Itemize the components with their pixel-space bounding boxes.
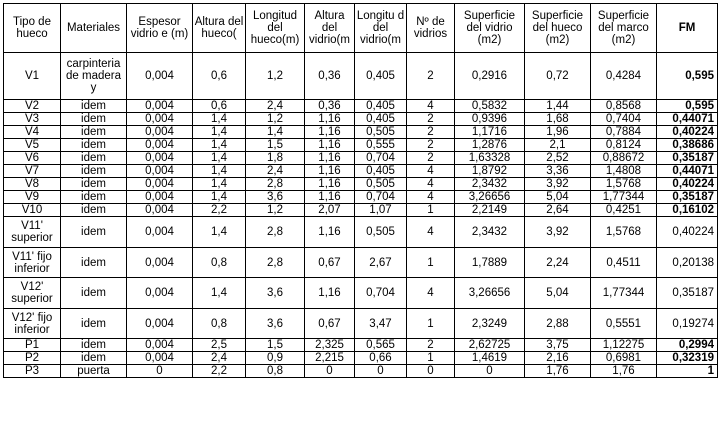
cell-sup-marco: 1,5768 bbox=[591, 178, 657, 191]
cell-longitud-vidrio: 0,505 bbox=[355, 178, 407, 191]
cell-tipo: V12' superior bbox=[4, 278, 61, 309]
cell-tipo: V4 bbox=[4, 126, 61, 139]
table-row bbox=[4, 178, 718, 191]
cell-sup-marco: 0,4284 bbox=[591, 53, 657, 100]
cell-longitud-hueco: 1,5 bbox=[246, 139, 305, 152]
cell-longitud-vidrio: 0,505 bbox=[355, 217, 407, 248]
cell-sup-marco: 1,5768 bbox=[591, 217, 657, 248]
cell-longitud-vidrio: 0,555 bbox=[355, 139, 407, 152]
cell-espesor: 0,004 bbox=[127, 152, 193, 165]
cell-sup-marco: 1,76 bbox=[591, 365, 657, 378]
cell-n-vidrios: 1 bbox=[407, 352, 455, 365]
cell-fm: 0,35187 bbox=[657, 152, 718, 165]
cell-espesor: 0,004 bbox=[127, 126, 193, 139]
cell-longitud-vidrio: 0,704 bbox=[355, 152, 407, 165]
cell-material: idem bbox=[61, 248, 127, 278]
cell-sup-vidrio: 2,62725 bbox=[455, 339, 525, 352]
header-cell: Superficie del hueco (m2) bbox=[525, 4, 591, 53]
cell-longitud-hueco: 1,2 bbox=[246, 113, 305, 126]
cell-sup-vidrio: 1,1716 bbox=[455, 126, 525, 139]
cell-sup-hueco: 1,76 bbox=[525, 365, 591, 378]
cell-material: idem bbox=[61, 139, 127, 152]
cell-fm: 1 bbox=[657, 365, 718, 378]
cell-tipo: V12' fijo inferior bbox=[4, 309, 61, 339]
header-cell-fm: FM bbox=[657, 4, 718, 53]
cell-longitud-vidrio: 0,704 bbox=[355, 278, 407, 309]
cell-material: idem bbox=[61, 152, 127, 165]
header-cell: Superficie del vidrio (m2) bbox=[455, 4, 525, 53]
cell-longitud-vidrio: 0,704 bbox=[355, 191, 407, 204]
table-row bbox=[4, 152, 718, 165]
cell-altura-vidrio: 2,215 bbox=[305, 352, 355, 365]
header-row bbox=[4, 4, 718, 53]
cell-sup-vidrio: 2,3432 bbox=[455, 217, 525, 248]
cell-fm: 0,38686 bbox=[657, 139, 718, 152]
cell-espesor: 0,004 bbox=[127, 204, 193, 217]
cell-longitud-vidrio: 0,405 bbox=[355, 53, 407, 100]
cell-n-vidrios: 1 bbox=[407, 309, 455, 339]
window-frame-table bbox=[3, 3, 718, 378]
cell-sup-marco: 1,77344 bbox=[591, 191, 657, 204]
cell-n-vidrios: 4 bbox=[407, 278, 455, 309]
cell-altura-vidrio: 2,07 bbox=[305, 204, 355, 217]
cell-altura-hueco: 0,6 bbox=[193, 100, 246, 113]
cell-fm: 0,20138 bbox=[657, 248, 718, 278]
cell-n-vidrios: 4 bbox=[407, 217, 455, 248]
cell-material: idem bbox=[61, 352, 127, 365]
cell-longitud-hueco: 0,8 bbox=[246, 365, 305, 378]
cell-sup-vidrio: 2,3432 bbox=[455, 178, 525, 191]
table-row bbox=[4, 139, 718, 152]
cell-material: idem bbox=[61, 100, 127, 113]
header-cell: Materiales bbox=[61, 4, 127, 53]
cell-sup-vidrio: 1,7889 bbox=[455, 248, 525, 278]
cell-material: idem bbox=[61, 309, 127, 339]
cell-altura-vidrio: 1,16 bbox=[305, 113, 355, 126]
cell-n-vidrios: 1 bbox=[407, 204, 455, 217]
cell-fm: 0,32319 bbox=[657, 352, 718, 365]
cell-sup-vidrio: 0,9396 bbox=[455, 113, 525, 126]
cell-sup-hueco: 1,44 bbox=[525, 100, 591, 113]
cell-longitud-hueco: 2,8 bbox=[246, 248, 305, 278]
cell-longitud-hueco: 3,6 bbox=[246, 309, 305, 339]
header-cell: Altura del hueco( bbox=[193, 4, 246, 53]
table-row bbox=[4, 278, 718, 309]
cell-tipo: V11' fijo inferior bbox=[4, 248, 61, 278]
table-row bbox=[4, 204, 718, 217]
cell-longitud-hueco: 1,2 bbox=[246, 53, 305, 100]
cell-n-vidrios: 2 bbox=[407, 126, 455, 139]
cell-n-vidrios: 4 bbox=[407, 191, 455, 204]
table-row bbox=[4, 248, 718, 278]
cell-n-vidrios: 2 bbox=[407, 139, 455, 152]
cell-tipo: P1 bbox=[4, 339, 61, 352]
table-row bbox=[4, 191, 718, 204]
cell-longitud-vidrio: 1,07 bbox=[355, 204, 407, 217]
cell-material: idem bbox=[61, 204, 127, 217]
cell-longitud-vidrio: 0,505 bbox=[355, 126, 407, 139]
cell-sup-hueco: 1,96 bbox=[525, 126, 591, 139]
cell-altura-vidrio: 1,16 bbox=[305, 217, 355, 248]
cell-fm: 0,40224 bbox=[657, 217, 718, 248]
cell-altura-vidrio: 0,36 bbox=[305, 53, 355, 100]
cell-sup-hueco: 0,72 bbox=[525, 53, 591, 100]
cell-altura-hueco: 0,8 bbox=[193, 309, 246, 339]
cell-sup-marco: 0,7884 bbox=[591, 126, 657, 139]
cell-espesor: 0,004 bbox=[127, 217, 193, 248]
cell-material: idem bbox=[61, 126, 127, 139]
cell-material: idem bbox=[61, 178, 127, 191]
cell-sup-hueco: 2,24 bbox=[525, 248, 591, 278]
cell-altura-hueco: 1,4 bbox=[193, 139, 246, 152]
cell-longitud-vidrio: 0,565 bbox=[355, 339, 407, 352]
cell-sup-marco: 1,12275 bbox=[591, 339, 657, 352]
cell-longitud-hueco: 2,8 bbox=[246, 217, 305, 248]
cell-fm: 0,19274 bbox=[657, 309, 718, 339]
cell-sup-hueco: 5,04 bbox=[525, 191, 591, 204]
cell-sup-marco: 0,88672 bbox=[591, 152, 657, 165]
table-row bbox=[4, 100, 718, 113]
cell-n-vidrios: 0 bbox=[407, 365, 455, 378]
cell-altura-hueco: 2,2 bbox=[193, 204, 246, 217]
cell-material: idem bbox=[61, 339, 127, 352]
cell-sup-marco: 1,4808 bbox=[591, 165, 657, 178]
table-row bbox=[4, 365, 718, 378]
table-row bbox=[4, 217, 718, 248]
cell-n-vidrios: 4 bbox=[407, 165, 455, 178]
cell-sup-hueco: 2,16 bbox=[525, 352, 591, 365]
cell-sup-vidrio: 0,2916 bbox=[455, 53, 525, 100]
cell-sup-vidrio: 1,2876 bbox=[455, 139, 525, 152]
cell-espesor: 0,004 bbox=[127, 165, 193, 178]
cell-sup-vidrio: 0,5832 bbox=[455, 100, 525, 113]
header-cell: Nº de vidrios bbox=[407, 4, 455, 53]
cell-longitud-hueco: 2,4 bbox=[246, 100, 305, 113]
cell-sup-vidrio: 1,63328 bbox=[455, 152, 525, 165]
cell-altura-hueco: 1,4 bbox=[193, 278, 246, 309]
cell-material: idem bbox=[61, 217, 127, 248]
cell-sup-vidrio: 2,3249 bbox=[455, 309, 525, 339]
cell-tipo: V7 bbox=[4, 165, 61, 178]
header-cell: Superficie del marco (m2) bbox=[591, 4, 657, 53]
cell-n-vidrios: 2 bbox=[407, 53, 455, 100]
header-cell: Longitud del hueco(m) bbox=[246, 4, 305, 53]
cell-altura-vidrio: 1,16 bbox=[305, 278, 355, 309]
table-row bbox=[4, 53, 718, 100]
cell-espesor: 0,004 bbox=[127, 352, 193, 365]
cell-material: idem bbox=[61, 191, 127, 204]
cell-longitud-hueco: 1,5 bbox=[246, 339, 305, 352]
cell-fm: 0,40224 bbox=[657, 126, 718, 139]
cell-fm: 0,16102 bbox=[657, 204, 718, 217]
cell-longitud-vidrio: 0,405 bbox=[355, 165, 407, 178]
cell-n-vidrios: 4 bbox=[407, 178, 455, 191]
header-cell: Longitu d del vidrio(m bbox=[355, 4, 407, 53]
cell-longitud-hueco: 3,6 bbox=[246, 191, 305, 204]
cell-n-vidrios: 2 bbox=[407, 339, 455, 352]
cell-sup-hueco: 2,1 bbox=[525, 139, 591, 152]
cell-sup-hueco: 1,68 bbox=[525, 113, 591, 126]
cell-altura-vidrio: 1,16 bbox=[305, 178, 355, 191]
cell-longitud-hueco: 2,8 bbox=[246, 178, 305, 191]
cell-longitud-hueco: 2,4 bbox=[246, 165, 305, 178]
cell-material: puerta bbox=[61, 365, 127, 378]
cell-espesor: 0 bbox=[127, 365, 193, 378]
cell-sup-hueco: 5,04 bbox=[525, 278, 591, 309]
table-row bbox=[4, 165, 718, 178]
cell-espesor: 0,004 bbox=[127, 113, 193, 126]
table-row bbox=[4, 126, 718, 139]
cell-sup-marco: 0,6981 bbox=[591, 352, 657, 365]
cell-altura-vidrio: 1,16 bbox=[305, 126, 355, 139]
cell-sup-hueco: 2,64 bbox=[525, 204, 591, 217]
cell-fm: 0,35187 bbox=[657, 191, 718, 204]
table-row bbox=[4, 339, 718, 352]
cell-sup-vidrio: 0 bbox=[455, 365, 525, 378]
cell-espesor: 0,004 bbox=[127, 278, 193, 309]
cell-fm: 0,40224 bbox=[657, 178, 718, 191]
cell-longitud-hueco: 1,4 bbox=[246, 126, 305, 139]
cell-espesor: 0,004 bbox=[127, 248, 193, 278]
cell-sup-hueco: 2,88 bbox=[525, 309, 591, 339]
cell-altura-vidrio: 2,325 bbox=[305, 339, 355, 352]
cell-altura-hueco: 2,5 bbox=[193, 339, 246, 352]
cell-altura-vidrio: 1,16 bbox=[305, 165, 355, 178]
cell-espesor: 0,004 bbox=[127, 178, 193, 191]
cell-n-vidrios: 2 bbox=[407, 113, 455, 126]
cell-altura-hueco: 1,4 bbox=[193, 113, 246, 126]
cell-material: idem bbox=[61, 278, 127, 309]
cell-espesor: 0,004 bbox=[127, 53, 193, 100]
cell-altura-hueco: 1,4 bbox=[193, 217, 246, 248]
cell-sup-hueco: 3,92 bbox=[525, 178, 591, 191]
cell-altura-hueco: 1,4 bbox=[193, 126, 246, 139]
cell-tipo: V10 bbox=[4, 204, 61, 217]
cell-longitud-vidrio: 0 bbox=[355, 365, 407, 378]
cell-espesor: 0,004 bbox=[127, 139, 193, 152]
cell-altura-hueco: 2,2 bbox=[193, 365, 246, 378]
cell-espesor: 0,004 bbox=[127, 191, 193, 204]
cell-longitud-vidrio: 2,67 bbox=[355, 248, 407, 278]
cell-fm: 0,35187 bbox=[657, 278, 718, 309]
cell-sup-marco: 1,77344 bbox=[591, 278, 657, 309]
cell-longitud-hueco: 1,8 bbox=[246, 152, 305, 165]
cell-tipo: V3 bbox=[4, 113, 61, 126]
cell-longitud-vidrio: 3,47 bbox=[355, 309, 407, 339]
cell-fm: 0,595 bbox=[657, 100, 718, 113]
cell-fm: 0,2994 bbox=[657, 339, 718, 352]
cell-material: idem bbox=[61, 113, 127, 126]
cell-altura-vidrio: 0,67 bbox=[305, 309, 355, 339]
cell-altura-hueco: 0,6 bbox=[193, 53, 246, 100]
cell-fm: 0,44071 bbox=[657, 113, 718, 126]
cell-espesor: 0,004 bbox=[127, 100, 193, 113]
cell-sup-marco: 0,4511 bbox=[591, 248, 657, 278]
table-row bbox=[4, 352, 718, 365]
cell-altura-hueco: 1,4 bbox=[193, 165, 246, 178]
cell-fm: 0,44071 bbox=[657, 165, 718, 178]
cell-sup-vidrio: 1,8792 bbox=[455, 165, 525, 178]
table-row bbox=[4, 309, 718, 339]
table-row bbox=[4, 113, 718, 126]
cell-altura-vidrio: 1,16 bbox=[305, 152, 355, 165]
cell-altura-vidrio: 0,36 bbox=[305, 100, 355, 113]
cell-longitud-vidrio: 0,405 bbox=[355, 100, 407, 113]
cell-longitud-hueco: 0,9 bbox=[246, 352, 305, 365]
cell-sup-hueco: 3,75 bbox=[525, 339, 591, 352]
cell-n-vidrios: 2 bbox=[407, 152, 455, 165]
cell-tipo: V11' superior bbox=[4, 217, 61, 248]
cell-n-vidrios: 1 bbox=[407, 248, 455, 278]
cell-tipo: V6 bbox=[4, 152, 61, 165]
cell-sup-hueco: 3,36 bbox=[525, 165, 591, 178]
cell-tipo: V8 bbox=[4, 178, 61, 191]
cell-longitud-hueco: 3,6 bbox=[246, 278, 305, 309]
cell-altura-vidrio: 1,16 bbox=[305, 139, 355, 152]
cell-altura-hueco: 2,4 bbox=[193, 352, 246, 365]
cell-tipo: V1 bbox=[4, 53, 61, 100]
cell-sup-vidrio: 3,26656 bbox=[455, 278, 525, 309]
cell-tipo: P3 bbox=[4, 365, 61, 378]
cell-tipo: V2 bbox=[4, 100, 61, 113]
cell-n-vidrios: 4 bbox=[407, 100, 455, 113]
cell-sup-marco: 0,4251 bbox=[591, 204, 657, 217]
cell-longitud-hueco: 1,2 bbox=[246, 204, 305, 217]
cell-sup-marco: 0,8124 bbox=[591, 139, 657, 152]
cell-sup-hueco: 3,92 bbox=[525, 217, 591, 248]
cell-sup-vidrio: 3,26656 bbox=[455, 191, 525, 204]
cell-material: idem bbox=[61, 165, 127, 178]
cell-altura-vidrio: 1,16 bbox=[305, 191, 355, 204]
table-body bbox=[4, 53, 718, 378]
cell-altura-hueco: 1,4 bbox=[193, 191, 246, 204]
cell-sup-vidrio: 1,4619 bbox=[455, 352, 525, 365]
cell-altura-hueco: 1,4 bbox=[193, 152, 246, 165]
cell-altura-vidrio: 0 bbox=[305, 365, 355, 378]
cell-tipo: P2 bbox=[4, 352, 61, 365]
header-cell: Tipo de hueco bbox=[4, 4, 61, 53]
cell-longitud-vidrio: 0,66 bbox=[355, 352, 407, 365]
cell-altura-hueco: 0,8 bbox=[193, 248, 246, 278]
cell-tipo: V9 bbox=[4, 191, 61, 204]
cell-sup-marco: 0,7404 bbox=[591, 113, 657, 126]
header-cell: Espesor vidrio e (m) bbox=[127, 4, 193, 53]
cell-fm: 0,595 bbox=[657, 53, 718, 100]
cell-tipo: V5 bbox=[4, 139, 61, 152]
cell-altura-vidrio: 0,67 bbox=[305, 248, 355, 278]
cell-altura-hueco: 1,4 bbox=[193, 178, 246, 191]
cell-material: carpinteria de madera y bbox=[61, 53, 127, 100]
cell-longitud-vidrio: 0,405 bbox=[355, 113, 407, 126]
cell-sup-vidrio: 2,2149 bbox=[455, 204, 525, 217]
cell-espesor: 0,004 bbox=[127, 339, 193, 352]
header-cell: Altura del vidrio(m bbox=[305, 4, 355, 53]
cell-sup-hueco: 2,52 bbox=[525, 152, 591, 165]
cell-sup-marco: 0,8568 bbox=[591, 100, 657, 113]
cell-espesor: 0,004 bbox=[127, 309, 193, 339]
cell-sup-marco: 0,5551 bbox=[591, 309, 657, 339]
